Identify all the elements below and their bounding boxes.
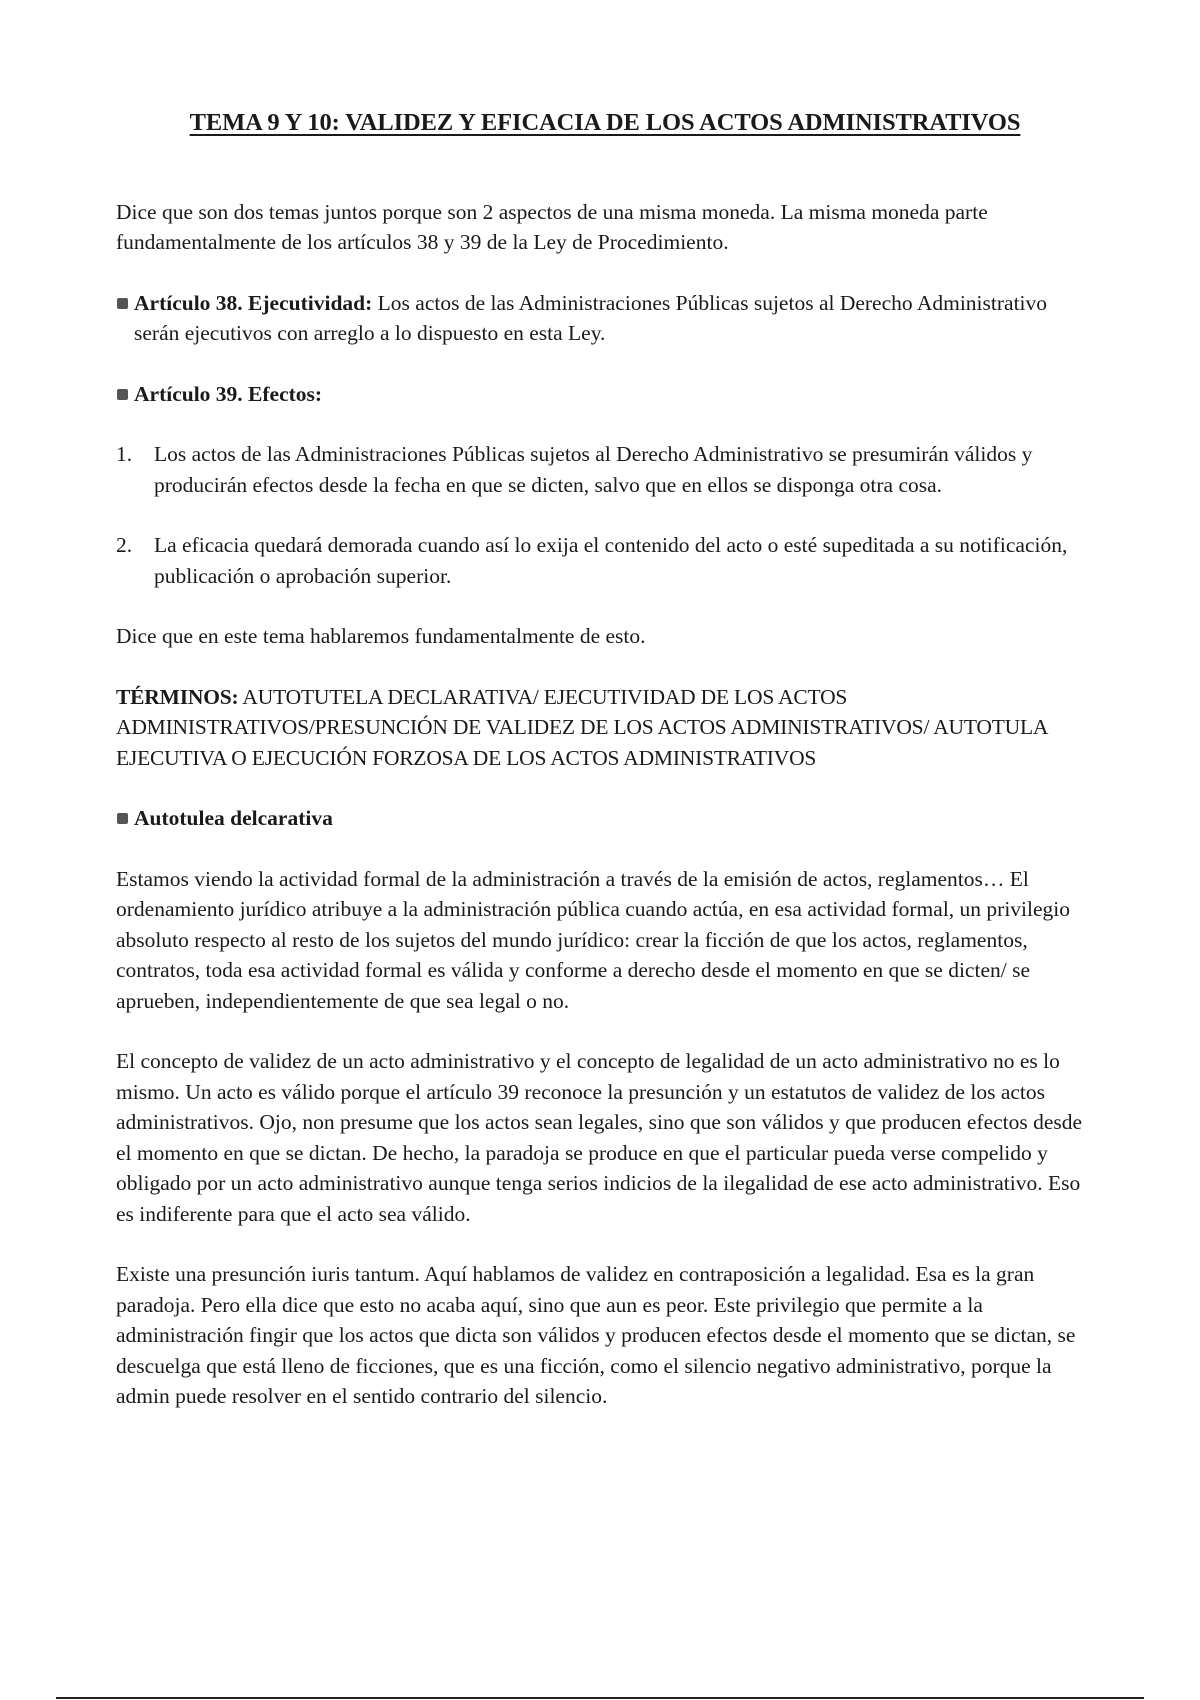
article-39-item xyxy=(116,379,1096,410)
article-38-text: Los actos de las Administraciones Públicas sujetos al Derecho Administrativo serán ejecutivos con arreglo a lo dispuesto en esta Ley. xyxy=(134,290,1048,345)
list-item-text: Los actos de las Administraciones Públicas sujetos al Derecho Administrativo se presumirán válidos y producirán efectos desde la fecha en que se dicten, salvo que en ellos se disponga otra cosa. xyxy=(154,442,1033,497)
article-38-item xyxy=(116,288,1096,349)
list-item-number: 1. xyxy=(116,442,133,466)
list-item-text: La eficacia quedará demorada cuando así lo exija el contenido del acto o esté supeditada a su notificación, publicación o aprobación superior. xyxy=(154,533,1068,588)
body-paragraph: El concepto de validez de un acto administrativo y el concepto de legalidad de un acto administrativo no es lo mismo. Un acto es válido porque el artículo 39 reconoce la presunción y un estatutos de validez de los actos administrativos. Ojo, non presume que los actos sean legales, sino que son válidos y que producen efectos desde el momento en que se dictan. De hecho, la paradoja se produce en que el particular pueda verse compelido y obligado por un acto administrativo aunque tenga serios indicios de la ilegalidad de ese acto administrativo. Eso es indiferente para que el acto sea válido. xyxy=(116,1049,1083,1226)
list-item xyxy=(116,439,1096,500)
page-title: TEMA 9 Y 10: VALIDEZ Y EFICACIA DE LOS ACTOS ADMINISTRATIVOS xyxy=(189,109,1021,136)
list-item xyxy=(116,530,1096,591)
after-list-paragraph: Dice que en este tema hablaremos fundamentalmente de esto. xyxy=(116,624,646,648)
terms-label: TÉRMINOS: xyxy=(116,684,239,709)
bullet-icon xyxy=(117,389,128,400)
body-paragraph: Existe una presunción iuris tantum. Aquí hablamos de validez en contraposición a legalidad. Esa es la gran paradoja. Pero ella dice que esto no acaba aquí, sino que aun es peor. Este privilegio que permite a la administración fingir que los actos que dicta son válidos y producen efectos desde el momento que se dictan, se descuelga que está lleno de ficciones, que es una ficción, como el silencio negativo administrativo, porque la admin puede resolver en el sentido contrario del silencio. xyxy=(116,1262,1076,1408)
body-paragraph: Estamos viendo la actividad formal de la administración a través de la emisión de actos, reglamentos… El ordenamiento jurídico atribuye a la administración pública cuando actúa, en esa actividad formal, un privilegio absoluto respecto al resto de los sujetos del mundo jurídico: crear la ficción de que los actos, reglamentos, contratos, toda esa actividad formal es válida y conforme a derecho desde el momento en que se dicten/ se aprueben, independientemente de que sea legal o no. xyxy=(116,866,1071,1013)
bullet-icon xyxy=(117,298,128,309)
footer-divider xyxy=(56,1697,1144,1699)
article-38-label: Artículo 38. Ejecutividad: xyxy=(134,290,373,315)
document-page xyxy=(116,108,1096,1442)
list-item-number: 2. xyxy=(116,533,133,557)
bullet-icon xyxy=(117,813,128,824)
terms-paragraph xyxy=(116,682,1096,774)
article-39-list xyxy=(116,439,1096,591)
article-39-label: Artículo 39. Efectos: xyxy=(134,381,323,406)
terms-text: AUTOTUTELA DECLARATIVA/ EJECUTIVIDAD DE LOS ACTOS ADMINISTRATIVOS/PRESUNCIÓN DE VALIDEZ DE LOS ACTOS ADMINISTRATIVOS/ AUTOTULA EJECUTIVA O EJECUCIÓN FORZOSA DE LOS ACTOS ADMINISTRATIVOS xyxy=(116,684,1048,770)
section-heading: Autotulea delcarativa xyxy=(134,806,333,830)
section-heading-item xyxy=(116,803,1096,834)
intro-paragraph: Dice que son dos temas juntos porque son 2 aspectos de una misma moneda. La misma moneda parte fundamentalmente de los artículos 38 y 39 de la Ley de Procedimiento. xyxy=(116,199,988,254)
